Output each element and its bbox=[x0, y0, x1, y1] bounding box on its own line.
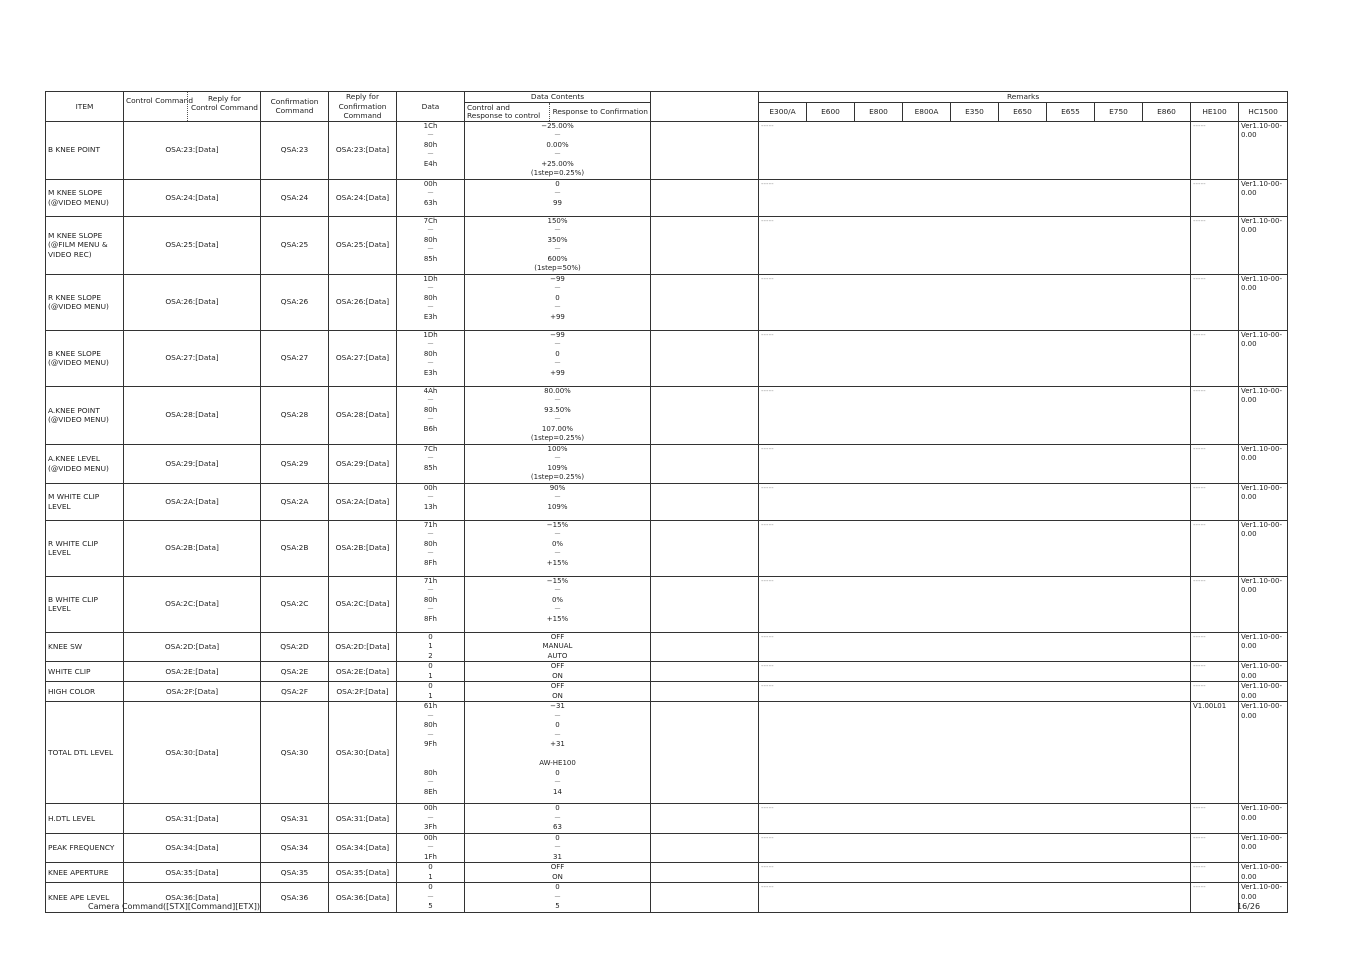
data-range: 1Dh － 80h － E3h bbox=[397, 330, 465, 386]
item-name: R KNEE SLOPE (@VIDEO MENU) bbox=[46, 274, 124, 330]
remarks-he100: ----- bbox=[1191, 883, 1239, 913]
item-name: KNEE APERTURE bbox=[46, 863, 124, 883]
table-row bbox=[46, 804, 1288, 834]
remarks-e-series: ----- bbox=[759, 274, 1191, 330]
control-command: OSA:2E:[Data] bbox=[124, 662, 261, 682]
data-range: 0 1 2 bbox=[397, 632, 465, 662]
reply-command: OSA:26:[Data] bbox=[329, 274, 397, 330]
control-command: OSA:26:[Data] bbox=[124, 274, 261, 330]
reply-command: OSA:24:[Data] bbox=[329, 179, 397, 216]
remarks-he100: ----- bbox=[1191, 216, 1239, 274]
table-row bbox=[46, 576, 1288, 632]
item-name: M WHITE CLIP LEVEL bbox=[46, 483, 124, 520]
data-range: 7Ch － 80h － 85h bbox=[397, 216, 465, 274]
command-table bbox=[45, 91, 1288, 913]
table-row bbox=[46, 121, 1288, 179]
control-command: OSA:36:[Data] bbox=[124, 883, 261, 913]
data-range: 4Ah － 80h － B6h bbox=[397, 386, 465, 444]
remarks-he100: ----- bbox=[1191, 179, 1239, 216]
table-row bbox=[46, 682, 1288, 702]
remarks-hc1500: Ver1.10-00- 0.00 bbox=[1239, 444, 1288, 483]
data-contents: 0 － 31 bbox=[465, 833, 651, 863]
control-command: OSA:34:[Data] bbox=[124, 833, 261, 863]
item-name: H.DTL LEVEL bbox=[46, 804, 124, 834]
remarks-he100: ----- bbox=[1191, 386, 1239, 444]
item-name: HIGH COLOR bbox=[46, 682, 124, 702]
table-row bbox=[46, 833, 1288, 863]
confirmation-command: QSA:36 bbox=[261, 883, 329, 913]
header-model: E655 bbox=[1047, 103, 1095, 121]
remarks-e-series: ----- bbox=[759, 833, 1191, 863]
control-command: OSA:2F:[Data] bbox=[124, 682, 261, 702]
header-model: E600 bbox=[807, 103, 855, 121]
remarks-he100: ----- bbox=[1191, 444, 1239, 483]
reply-command: OSA:30:[Data] bbox=[329, 702, 397, 804]
item-name: TOTAL DTL LEVEL bbox=[46, 702, 124, 804]
response-confirmation-cell bbox=[651, 216, 759, 274]
data-range: 0 1 bbox=[397, 863, 465, 883]
confirmation-command: QSA:23 bbox=[261, 121, 329, 179]
footer-title: Camera Command([STX][Command][ETX]) bbox=[88, 902, 261, 911]
confirmation-command: QSA:2D bbox=[261, 632, 329, 662]
remarks-e-series: ----- bbox=[759, 179, 1191, 216]
reply-command: OSA:29:[Data] bbox=[329, 444, 397, 483]
remarks-he100: ----- bbox=[1191, 330, 1239, 386]
data-range: 00h － 63h bbox=[397, 179, 465, 216]
data-contents: −15% － 0% － +15% bbox=[465, 576, 651, 632]
remarks-he100: V1.00L01 bbox=[1191, 702, 1239, 804]
control-command: OSA:25:[Data] bbox=[124, 216, 261, 274]
remarks-hc1500: Ver1.10-00- 0.00 bbox=[1239, 662, 1288, 682]
remarks-he100: ----- bbox=[1191, 682, 1239, 702]
table-row bbox=[46, 179, 1288, 216]
header-control-command-label: Control Command bbox=[126, 96, 194, 105]
control-command: OSA:2C:[Data] bbox=[124, 576, 261, 632]
control-command: OSA:2A:[Data] bbox=[124, 483, 261, 520]
confirmation-command: QSA:28 bbox=[261, 386, 329, 444]
item-name: M KNEE SLOPE (@FILM MENU & VIDEO REC) bbox=[46, 216, 124, 274]
remarks-hc1500: Ver1.10-00- 0.00 bbox=[1239, 833, 1288, 863]
confirmation-command: QSA:2F bbox=[261, 682, 329, 702]
remarks-he100: ----- bbox=[1191, 833, 1239, 863]
control-command: OSA:27:[Data] bbox=[124, 330, 261, 386]
table-row bbox=[46, 274, 1288, 330]
remarks-hc1500: Ver1.10-00- 0.00 bbox=[1239, 632, 1288, 662]
table-row bbox=[46, 702, 1288, 804]
response-confirmation-cell bbox=[651, 883, 759, 913]
reply-command: OSA:2A:[Data] bbox=[329, 483, 397, 520]
remarks-hc1500: Ver1.10-00- 0.00 bbox=[1239, 576, 1288, 632]
table-row bbox=[46, 444, 1288, 483]
remarks-e-series: ----- bbox=[759, 632, 1191, 662]
data-contents: OFF ON bbox=[465, 863, 651, 883]
remarks-e-series: ----- bbox=[759, 444, 1191, 483]
response-confirmation-cell bbox=[651, 330, 759, 386]
remarks-hc1500: Ver1.10-00- 0.00 bbox=[1239, 883, 1288, 913]
remarks-hc1500: Ver1.10-00- 0.00 bbox=[1239, 179, 1288, 216]
reply-command: OSA:25:[Data] bbox=[329, 216, 397, 274]
control-command: OSA:24:[Data] bbox=[124, 179, 261, 216]
item-name: B WHITE CLIP LEVEL bbox=[46, 576, 124, 632]
data-contents: OFF ON bbox=[465, 662, 651, 682]
response-confirmation-cell bbox=[651, 833, 759, 863]
data-range: 0 1 bbox=[397, 662, 465, 682]
remarks-hc1500: Ver1.10-00- 0.00 bbox=[1239, 483, 1288, 520]
data-range: 1Dh － 80h － E3h bbox=[397, 274, 465, 330]
item-name: KNEE SW bbox=[46, 632, 124, 662]
header-model: E800A bbox=[903, 103, 951, 121]
confirmation-command: QSA:24 bbox=[261, 179, 329, 216]
data-contents: 90% － 109% bbox=[465, 483, 651, 520]
data-range: 00h － 13h bbox=[397, 483, 465, 520]
header-reply-for-confirmation: Reply for Confirmation Command bbox=[329, 92, 397, 122]
remarks-e-series: ----- bbox=[759, 483, 1191, 520]
control-command: OSA:2B:[Data] bbox=[124, 520, 261, 576]
data-contents: 0 － 63 bbox=[465, 804, 651, 834]
remarks-he100: ----- bbox=[1191, 804, 1239, 834]
response-confirmation-cell bbox=[651, 386, 759, 444]
data-range: 61h － 80h － 9Fh 80h － 8Eh bbox=[397, 702, 465, 804]
response-confirmation-cell bbox=[651, 576, 759, 632]
data-contents: OFF ON bbox=[465, 682, 651, 702]
confirmation-command: QSA:27 bbox=[261, 330, 329, 386]
data-contents: 0 － 5 bbox=[465, 883, 651, 913]
confirmation-command: QSA:31 bbox=[261, 804, 329, 834]
header-model: HE100 bbox=[1191, 103, 1239, 121]
response-confirmation-cell bbox=[651, 483, 759, 520]
confirmation-command: QSA:26 bbox=[261, 274, 329, 330]
header-model: E860 bbox=[1143, 103, 1191, 121]
data-range: 00h － 1Fh bbox=[397, 833, 465, 863]
item-name: R WHITE CLIP LEVEL bbox=[46, 520, 124, 576]
header-control-response: Control and Response to control bbox=[467, 103, 541, 121]
confirmation-command: QSA:2C bbox=[261, 576, 329, 632]
remarks-e-series: ----- bbox=[759, 520, 1191, 576]
remarks-hc1500: Ver1.10-00- 0.00 bbox=[1239, 682, 1288, 702]
table-row bbox=[46, 483, 1288, 520]
data-range: 7Ch － 85h bbox=[397, 444, 465, 483]
reply-command: OSA:2C:[Data] bbox=[329, 576, 397, 632]
data-contents: 150% － 350% － 600% (1step=50%) bbox=[465, 216, 651, 274]
data-range: 71h － 80h － 8Fh bbox=[397, 520, 465, 576]
data-range: 71h － 80h － 8Fh bbox=[397, 576, 465, 632]
remarks-he100: ----- bbox=[1191, 632, 1239, 662]
header-item: ITEM bbox=[46, 92, 124, 122]
confirmation-command: QSA:30 bbox=[261, 702, 329, 804]
response-confirmation-cell bbox=[651, 121, 759, 179]
confirmation-command: QSA:2B bbox=[261, 520, 329, 576]
confirmation-command: QSA:29 bbox=[261, 444, 329, 483]
data-contents: −25.00% － 0.00% － +25.00% (1step=0.25%) bbox=[465, 121, 651, 179]
remarks-e-series bbox=[759, 702, 1191, 804]
header-model: E750 bbox=[1095, 103, 1143, 121]
item-name: M KNEE SLOPE (@VIDEO MENU) bbox=[46, 179, 124, 216]
remarks-he100: ----- bbox=[1191, 483, 1239, 520]
table-row bbox=[46, 863, 1288, 883]
reply-command: OSA:35:[Data] bbox=[329, 863, 397, 883]
remarks-hc1500: Ver1.10-00- 0.00 bbox=[1239, 121, 1288, 179]
item-name: PEAK FREQUENCY bbox=[46, 833, 124, 863]
table-row bbox=[46, 662, 1288, 682]
item-name: A.KNEE LEVEL (@VIDEO MENU) bbox=[46, 444, 124, 483]
item-name: B KNEE SLOPE (@VIDEO MENU) bbox=[46, 330, 124, 386]
header-model: E650 bbox=[999, 103, 1047, 121]
header-spacer bbox=[651, 92, 759, 122]
header-confirmation: Confirmation Command bbox=[261, 92, 329, 122]
header-control-command bbox=[124, 92, 261, 122]
response-confirmation-cell bbox=[651, 682, 759, 702]
reply-command: OSA:23:[Data] bbox=[329, 121, 397, 179]
response-confirmation-cell bbox=[651, 662, 759, 682]
remarks-hc1500: Ver1.10-00- 0.00 bbox=[1239, 216, 1288, 274]
remarks-he100: ----- bbox=[1191, 121, 1239, 179]
remarks-hc1500: Ver1.10-00- 0.00 bbox=[1239, 274, 1288, 330]
reply-command: OSA:2E:[Data] bbox=[329, 662, 397, 682]
response-confirmation-cell bbox=[651, 444, 759, 483]
remarks-he100: ----- bbox=[1191, 274, 1239, 330]
header-reply-for-control: Reply for Control Command bbox=[187, 92, 258, 121]
remarks-hc1500: Ver1.10-00- 0.00 bbox=[1239, 330, 1288, 386]
confirmation-command: QSA:2E bbox=[261, 662, 329, 682]
page-number: 16/26 bbox=[1237, 902, 1261, 911]
remarks-e-series: ----- bbox=[759, 121, 1191, 179]
remarks-hc1500: Ver1.10-00- 0.00 bbox=[1239, 863, 1288, 883]
data-contents: −15% － 0% － +15% bbox=[465, 520, 651, 576]
confirmation-command: QSA:2A bbox=[261, 483, 329, 520]
control-command: OSA:31:[Data] bbox=[124, 804, 261, 834]
remarks-hc1500: Ver1.10-00- 0.00 bbox=[1239, 804, 1288, 834]
control-command: OSA:29:[Data] bbox=[124, 444, 261, 483]
header-remarks: Remarks bbox=[759, 92, 1288, 103]
data-contents: −31 － 0 － +31 AW-HE100 0 － 14 bbox=[465, 702, 651, 804]
remarks-e-series: ----- bbox=[759, 662, 1191, 682]
data-range: 1Ch － 80h － E4h bbox=[397, 121, 465, 179]
control-command: OSA:30:[Data] bbox=[124, 702, 261, 804]
control-command: OSA:35:[Data] bbox=[124, 863, 261, 883]
remarks-he100: ----- bbox=[1191, 662, 1239, 682]
remarks-e-series: ----- bbox=[759, 682, 1191, 702]
data-contents: 80.00% － 93.50% － 107.00% (1step=0.25%) bbox=[465, 386, 651, 444]
remarks-e-series: ----- bbox=[759, 216, 1191, 274]
remarks-e-series: ----- bbox=[759, 863, 1191, 883]
table-row bbox=[46, 330, 1288, 386]
reply-command: OSA:28:[Data] bbox=[329, 386, 397, 444]
confirmation-command: QSA:25 bbox=[261, 216, 329, 274]
control-command: OSA:28:[Data] bbox=[124, 386, 261, 444]
item-name: A.KNEE POINT (@VIDEO MENU) bbox=[46, 386, 124, 444]
item-name: B KNEE POINT bbox=[46, 121, 124, 179]
remarks-e-series: ----- bbox=[759, 330, 1191, 386]
reply-command: OSA:27:[Data] bbox=[329, 330, 397, 386]
remarks-e-series: ----- bbox=[759, 883, 1191, 913]
data-contents: 0 － 99 bbox=[465, 179, 651, 216]
response-confirmation-cell bbox=[651, 274, 759, 330]
reply-command: OSA:31:[Data] bbox=[329, 804, 397, 834]
header-data-subcols bbox=[465, 103, 651, 121]
control-command: OSA:2D:[Data] bbox=[124, 632, 261, 662]
response-confirmation-cell bbox=[651, 632, 759, 662]
data-contents: OFF MANUAL AUTO bbox=[465, 632, 651, 662]
header-model: E800 bbox=[855, 103, 903, 121]
remarks-hc1500: Ver1.10-00- 0.00 bbox=[1239, 702, 1288, 804]
data-contents: −99 － 0 － +99 bbox=[465, 274, 651, 330]
confirmation-command: QSA:34 bbox=[261, 833, 329, 863]
remarks-hc1500: Ver1.10-00- 0.00 bbox=[1239, 520, 1288, 576]
remarks-e-series: ----- bbox=[759, 576, 1191, 632]
data-range: 0 1 bbox=[397, 682, 465, 702]
control-command: OSA:23:[Data] bbox=[124, 121, 261, 179]
table-row bbox=[46, 216, 1288, 274]
remarks-he100: ----- bbox=[1191, 576, 1239, 632]
table-row bbox=[46, 520, 1288, 576]
data-contents: 100% － 109% (1step=0.25%) bbox=[465, 444, 651, 483]
response-confirmation-cell bbox=[651, 179, 759, 216]
item-name: KNEE APE LEVEL bbox=[46, 883, 124, 913]
confirmation-command: QSA:35 bbox=[261, 863, 329, 883]
reply-command: OSA:34:[Data] bbox=[329, 833, 397, 863]
reply-command: OSA:2B:[Data] bbox=[329, 520, 397, 576]
response-confirmation-cell bbox=[651, 702, 759, 804]
header-model: HC1500 bbox=[1239, 103, 1288, 121]
response-confirmation-cell bbox=[651, 863, 759, 883]
table-row bbox=[46, 632, 1288, 662]
response-confirmation-cell bbox=[651, 804, 759, 834]
response-confirmation-cell bbox=[651, 520, 759, 576]
data-contents: −99 － 0 － +99 bbox=[465, 330, 651, 386]
header-data: Data bbox=[397, 92, 465, 122]
header-model: E350 bbox=[951, 103, 999, 121]
data-range: 0 － 5 bbox=[397, 883, 465, 913]
reply-command: OSA:2D:[Data] bbox=[329, 632, 397, 662]
remarks-e-series: ----- bbox=[759, 804, 1191, 834]
remarks-hc1500: Ver1.10-00- 0.00 bbox=[1239, 386, 1288, 444]
data-range: 00h － 3Fh bbox=[397, 804, 465, 834]
reply-command: OSA:2F:[Data] bbox=[329, 682, 397, 702]
remarks-he100: ----- bbox=[1191, 863, 1239, 883]
remarks-he100: ----- bbox=[1191, 520, 1239, 576]
header-response-confirmation: Response to Confirmation bbox=[549, 103, 648, 120]
item-name: WHITE CLIP bbox=[46, 662, 124, 682]
remarks-e-series: ----- bbox=[759, 386, 1191, 444]
reply-command: OSA:36:[Data] bbox=[329, 883, 397, 913]
table-row bbox=[46, 386, 1288, 444]
header-model: E300/A bbox=[759, 103, 807, 121]
header-data-contents: Data Contents bbox=[465, 92, 651, 103]
